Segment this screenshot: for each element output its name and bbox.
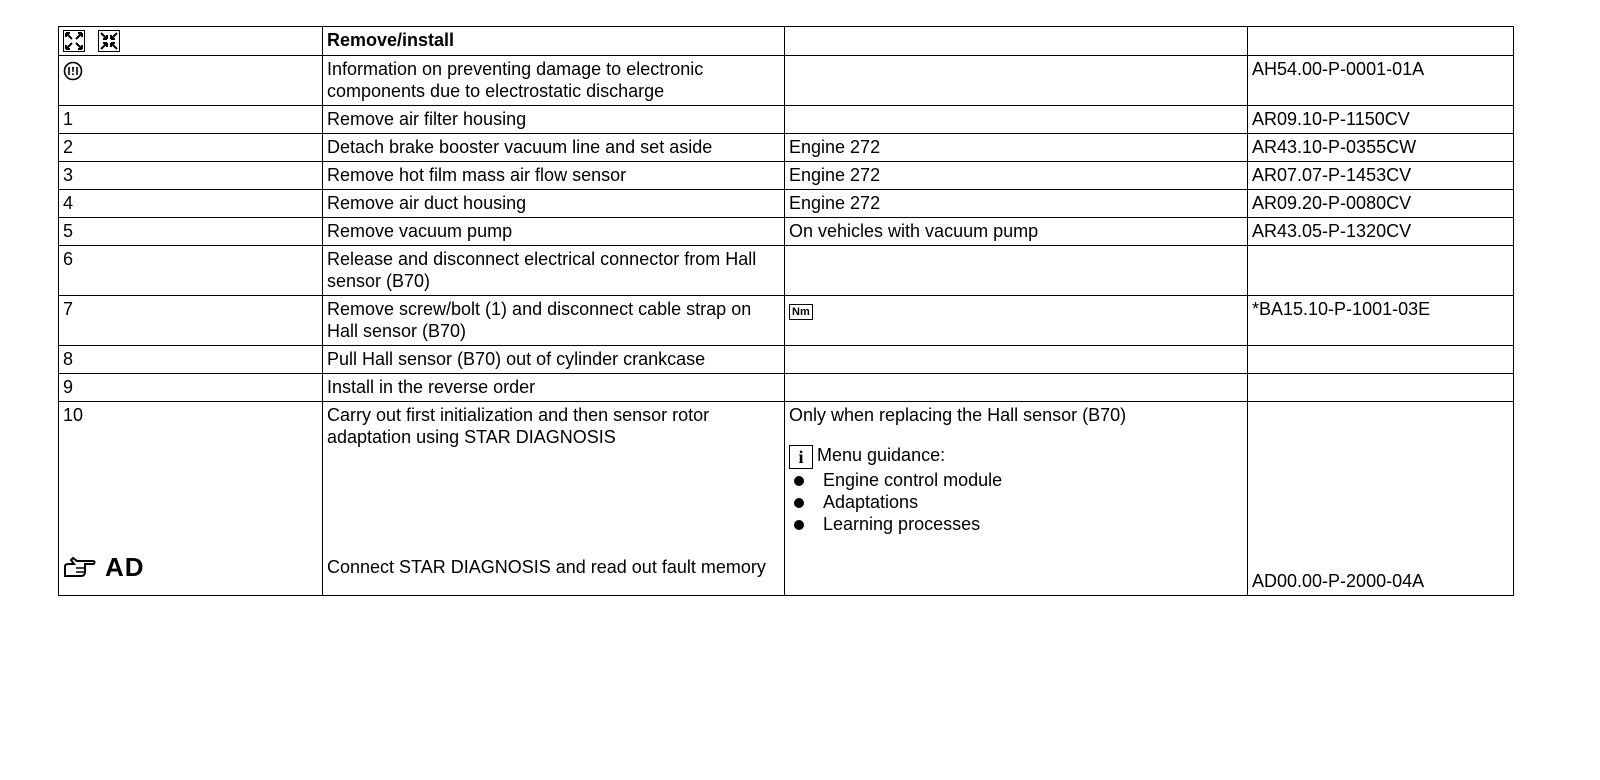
step-action: Pull Hall sensor (B70) out of cylinder crankcase [323, 346, 785, 374]
step-action: Remove air filter housing [323, 106, 785, 134]
step10-action-cell [323, 402, 785, 596]
header-empty-4 [1248, 27, 1514, 56]
step-ref-link[interactable]: AR09.20-P-0080CV [1248, 190, 1514, 218]
step-number: 8 [59, 346, 323, 374]
step-ref-link[interactable]: AR09.10-P-1150CV [1248, 106, 1514, 134]
ad-label: AD [105, 552, 145, 583]
step-number: 5 [59, 218, 323, 246]
torque-nm-icon[interactable]: Nm [789, 304, 813, 320]
step-number: 9 [59, 374, 323, 402]
step-number: 4 [59, 190, 323, 218]
notice-text: Information on preventing damage to electronic components due to electrostatic discharge [323, 56, 785, 106]
step-ref-link[interactable]: AR43.10-P-0355CW [1248, 134, 1514, 162]
step-ref-link[interactable] [1248, 346, 1514, 374]
header-icons-cell [59, 27, 323, 56]
collapse-icon[interactable] [98, 30, 120, 52]
menu-path-item: Learning processes [789, 513, 1243, 535]
step-action: Remove vacuum pump [323, 218, 785, 246]
step10-number-cell [59, 402, 323, 596]
menu-guidance [789, 444, 1243, 469]
step-number: 3 [59, 162, 323, 190]
step10-ref-cell [1248, 402, 1514, 596]
step-row [59, 218, 1514, 246]
notice-empty [785, 56, 1248, 106]
step-action: Install in the reverse order [323, 374, 785, 402]
menu-path-item: Engine control module [789, 469, 1243, 491]
step-condition [785, 374, 1248, 402]
step-action: Carry out first initialization and then sensor rotor adaptation using STAR DIAGNOSIS [327, 405, 710, 448]
pointing-hand-icon [63, 556, 97, 578]
step-condition: Engine 272 [785, 190, 1248, 218]
header-row [59, 27, 1514, 56]
menu-guidance-label: Menu guidance: [817, 445, 946, 466]
notice-icon-cell [59, 56, 323, 106]
menu-path-item: Adaptations [789, 491, 1243, 513]
step-number: 10 [63, 405, 84, 426]
step-condition [785, 246, 1248, 296]
step-condition [785, 106, 1248, 134]
menu-path-list [789, 469, 1243, 535]
step-ref-link[interactable]: AR07.07-P-1453CV [1248, 162, 1514, 190]
step10-condition-cell [785, 402, 1248, 596]
expand-icon[interactable] [63, 30, 85, 52]
step-number: 1 [59, 106, 323, 134]
header-empty-3 [785, 27, 1248, 56]
info-icon: i [789, 445, 813, 469]
step-condition: Engine 272 [785, 134, 1248, 162]
step-ref-link[interactable] [1248, 246, 1514, 296]
step-condition: Engine 272 [785, 162, 1248, 190]
step-condition [785, 346, 1248, 374]
step-row [59, 296, 1514, 346]
step-number: 7 [59, 296, 323, 346]
step-action: Release and disconnect electrical connector from Hall sensor (B70) [323, 246, 785, 296]
step-row-10 [59, 402, 1514, 596]
ad-action: Connect STAR DIAGNOSIS and read out fault memory [327, 557, 766, 578]
step-row [59, 346, 1514, 374]
step-row [59, 246, 1514, 296]
step-row [59, 374, 1514, 402]
step-action: Remove hot film mass air flow sensor [323, 162, 785, 190]
step-number: 6 [59, 246, 323, 296]
step-action: Detach brake booster vacuum line and set aside [323, 134, 785, 162]
notice-ref-link[interactable]: AH54.00-P-0001-01A [1248, 56, 1514, 106]
step-row [59, 134, 1514, 162]
step-number: 2 [59, 134, 323, 162]
step-ref-link[interactable]: AR43.05-P-1320CV [1248, 218, 1514, 246]
step-action: Remove air duct housing [323, 190, 785, 218]
step-ref-link[interactable] [1248, 374, 1514, 402]
notice-icon [63, 61, 83, 81]
step-condition: On vehicles with vacuum pump [785, 218, 1248, 246]
ad-ref-link[interactable]: AD00.00-P-2000-04A [1252, 571, 1425, 592]
step-row [59, 106, 1514, 134]
step-ref-link[interactable]: *BA15.10-P-1001-03E [1248, 296, 1514, 346]
step-condition: Only when replacing the Hall sensor (B70) [789, 405, 1127, 426]
ad-marker [63, 552, 318, 583]
header-title: Remove/install [323, 27, 785, 56]
notice-row [59, 56, 1514, 106]
step-row [59, 162, 1514, 190]
step-action: Remove screw/bolt (1) and disconnect cable strap on Hall sensor (B70) [323, 296, 785, 346]
procedure-table [58, 26, 1514, 596]
step-condition [785, 296, 1248, 346]
step-row [59, 190, 1514, 218]
